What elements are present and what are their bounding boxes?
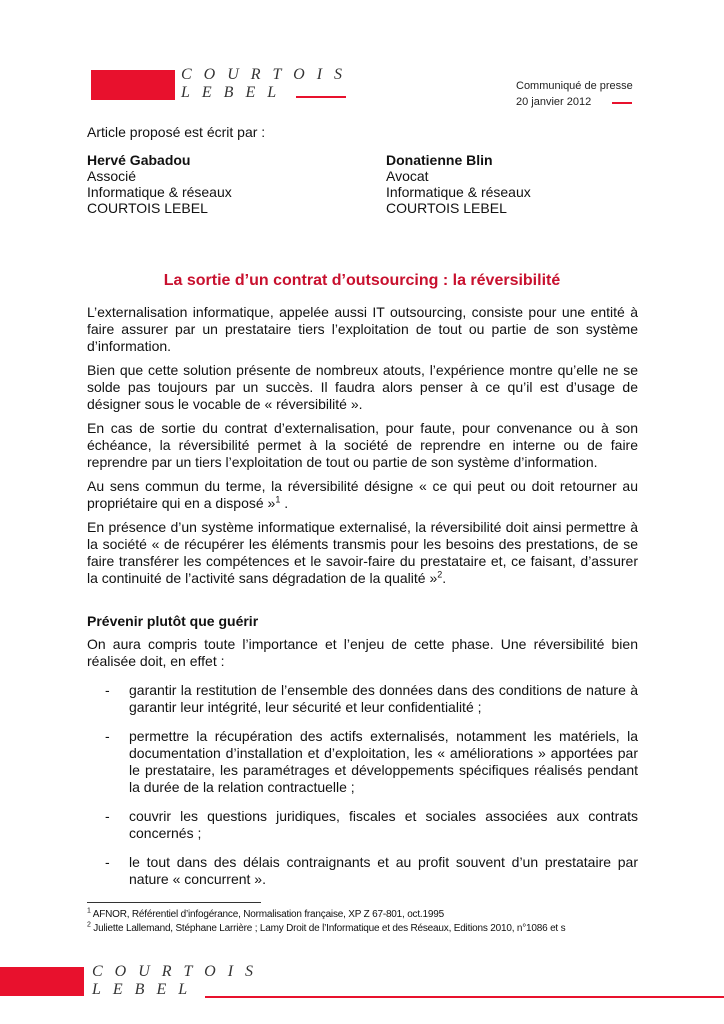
footnote xyxy=(87,922,565,936)
paragraph-text: En présence d’un système informatique externalisé, la réversibilité doit ainsi permettre à la société « de récupérer les éléments transmis pour les besoins des prestations, de se faire transférer les compétences et le savoir-faire du prestataire et, ce faisant, d’assurer la continuité de l’activité sans dégradation de la qualité » xyxy=(87,519,638,586)
list-item xyxy=(87,808,638,842)
section-intro: On aura compris toute l’importance et l’enjeu de cette phase. Une réversibilité bien réalisée doit, en effet : xyxy=(87,636,638,669)
footer-logo-wordmark-line2: LEBEL xyxy=(92,981,200,998)
paragraph xyxy=(87,478,638,512)
footer-logo-red-block xyxy=(0,967,84,996)
author-department: Informatique & réseaux xyxy=(87,184,232,200)
article-body xyxy=(87,304,638,900)
logo-red-block xyxy=(91,70,175,100)
bullet-dash: - xyxy=(105,682,110,698)
logo-wordmark-line2: LEBEL xyxy=(181,84,289,101)
footnote-number: 2 xyxy=(87,921,91,929)
footer-accent-line xyxy=(205,996,724,998)
article-title: La sortie d’un contrat d’outsourcing : la réversibilité xyxy=(163,272,561,289)
paragraph: L’externalisation informatique, appelée aussi IT outsourcing, consiste pour une entité à faire assurer par un prestataire tiers l’exploitation de tout ou partie de son système d’information. xyxy=(87,304,638,354)
author-name: Donatienne Blin xyxy=(386,152,493,168)
footnote xyxy=(87,908,565,922)
paragraph: Bien que cette solution présente de nombreux atouts, l’expérience montre qu’elle ne se solde pas toujours par un succès. Il faudra alors penser à ce qu’il est d’usage de désigner sous le vocable de « réversibilité ». xyxy=(87,362,638,412)
list-item xyxy=(87,682,638,716)
press-date: 20 janvier 2012 xyxy=(516,96,592,108)
paragraph xyxy=(87,519,638,587)
paragraph: En cas de sortie du contrat d’externalisation, pour faute, pour convenance ou à son échéance, la réversibilité permet à la société de reprendre en interne ou de faire reprendre par un tiers l’exploitation de tout ou partie de son système d’information. xyxy=(87,420,638,470)
press-label: Communiqué de presse xyxy=(516,80,633,92)
logo-underline xyxy=(296,96,346,98)
author-name: Hervé Gabadou xyxy=(87,152,191,168)
press-accent-line xyxy=(612,102,632,104)
author-role: Avocat xyxy=(386,168,429,184)
author-block xyxy=(386,152,531,216)
footnote-text: AFNOR, Référentiel d’infogérance, Normalisation française, XP Z 67-801, oct.1995 xyxy=(92,909,444,920)
author-block xyxy=(87,152,232,216)
paragraph-text: Au sens commun du terme, la réversibilité désigne « ce qui peut ou doit retourner au propriétaire qui en a disposé » xyxy=(87,478,638,511)
list-item-text: le tout dans des délais contraignants et au profit souvent d’un prestataire par nature « concurrent ». xyxy=(129,854,638,887)
bullet-dash: - xyxy=(105,854,110,870)
footnote-separator xyxy=(87,902,261,903)
footer-logo-wordmark-line1: COURTOIS xyxy=(92,963,266,980)
footnote-text: Juliette Lallemand, Stéphane Larrière ; Lamy Droit de l’Informatique et des Réseaux, Editions 2010, n°1086 et s xyxy=(93,923,566,934)
paragraph-period: . xyxy=(442,570,447,586)
list-item-text: permettre la récupération des actifs externalisés, notamment les matériels, la documentation d’installation et d’exploitation, les « améliorations » apportées par le prestataire, les paramétrages et développements spécifiques réalisés pendant la durée de la relation contractuelle ; xyxy=(129,728,638,795)
author-firm: COURTOIS LEBEL xyxy=(386,200,507,216)
logo-wordmark-line1: COURTOIS xyxy=(181,66,355,83)
list-item-text: couvrir les questions juridiques, fiscales et sociales associées aux contrats concernés ; xyxy=(129,808,638,841)
paragraph-period: . xyxy=(284,495,289,511)
footnote-ref: 1 xyxy=(275,494,281,505)
author-firm: COURTOIS LEBEL xyxy=(87,200,208,216)
list-item xyxy=(87,728,638,796)
footnote-ref: 2 xyxy=(437,569,443,580)
list-item-text: garantir la restitution de l’ensemble des données dans des conditions de nature à garantir leur intégrité, leur sécurité et leur confidentialité ; xyxy=(129,682,638,715)
intro-line: Article proposé est écrit par : xyxy=(87,124,266,140)
footnotes xyxy=(87,908,565,936)
bullet-dash: - xyxy=(105,728,110,744)
list-item xyxy=(87,854,638,888)
author-role: Associé xyxy=(87,168,137,184)
bullet-dash: - xyxy=(105,808,110,824)
bullet-list xyxy=(87,682,638,888)
section-heading: Prévenir plutôt que guérir xyxy=(87,613,259,629)
footnote-number: 1 xyxy=(87,907,91,915)
author-department: Informatique & réseaux xyxy=(386,184,531,200)
